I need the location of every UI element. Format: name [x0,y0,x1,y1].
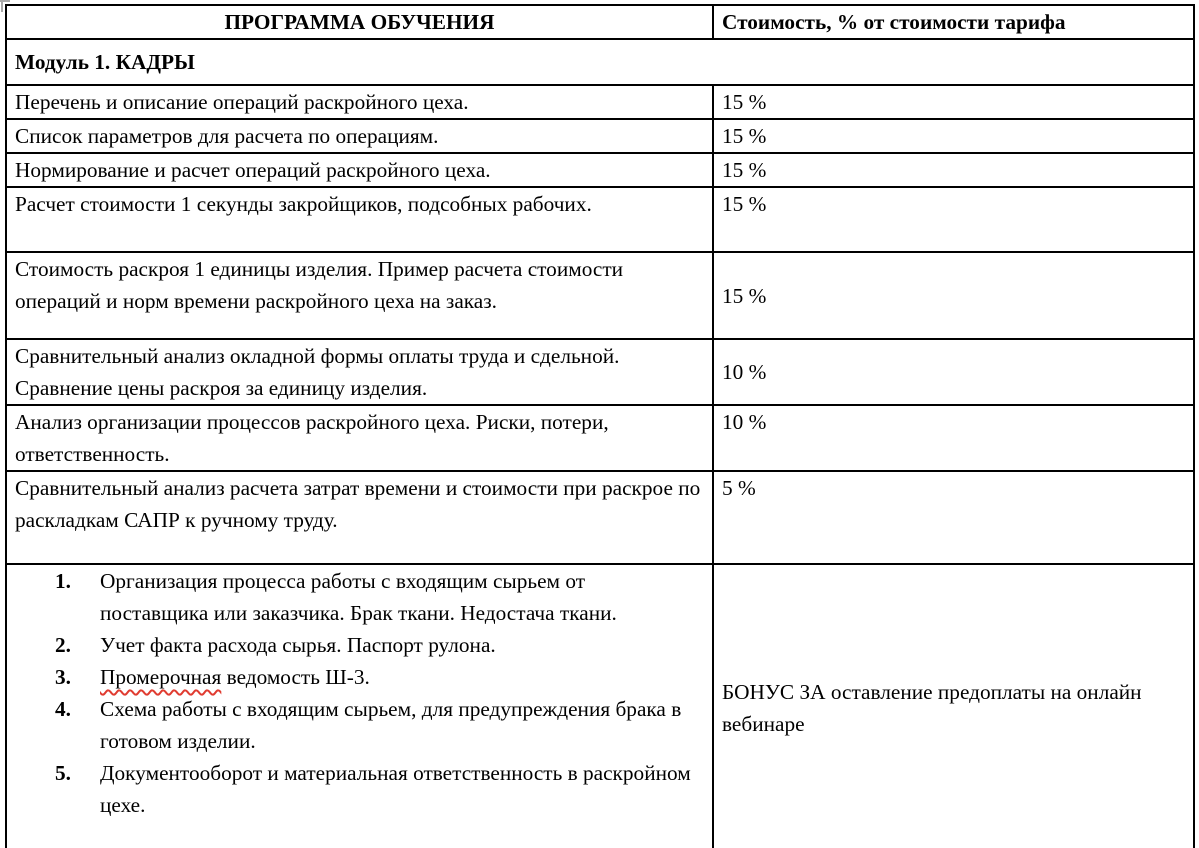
list-item-text [100,661,698,693]
cost-cell: 15 % [713,252,1194,339]
numbered-list-cell [6,564,713,848]
program-cell: Список параметров для расчета по операциям. [6,119,713,153]
program-cell: Анализ организации процессов раскройного цеха. Риски, потери, ответственность. [6,405,713,471]
cost-cell: 10 % [713,339,1194,405]
list-item-number: 2. [55,633,71,657]
table-row [6,471,1194,564]
cost-cell: 15 % [713,153,1194,187]
program-column-header: ПРОГРАММА ОБУЧЕНИЯ [6,5,713,39]
cost-cell: 15 % [713,85,1194,119]
program-cell: Сравнительный анализ окладной формы оплаты труда и сдельной. Сравнение цены раскроя за единицу изделия. [6,339,713,405]
program-cell: Сравнительный анализ расчета затрат времени и стоимости при раскрое по раскладкам САПР к ручному труду. [6,471,713,564]
table-row [6,339,1194,405]
program-cell: Перечень и описание операций раскройного цеха. [6,85,713,119]
table-row [6,405,1194,471]
cost-cell: 10 % [713,405,1194,471]
section-title: Модуль 1. КАДРЫ [6,39,1194,85]
bonus-row [6,564,1194,848]
list-item [7,661,712,693]
list-item-number: 1. [55,569,71,593]
misspelled-word: Промерочная [100,665,222,689]
header-row [6,5,1194,39]
table-row [6,119,1194,153]
cost-cell: 15 % [713,119,1194,153]
program-cell: Расчет стоимости 1 секунды закройщиков, подсобных рабочих. [6,187,713,252]
list-item [7,757,712,821]
program-cell: Стоимость раскроя 1 единицы изделия. Пример расчета стоимости операций и норм времени раскройного цеха на заказ. [6,252,713,339]
list-item-number: 3. [55,665,71,689]
table-row [6,85,1194,119]
list-item [7,693,712,757]
bonus-cell: БОНУС ЗА оставление предоплаты на онлайн вебинаре [713,564,1194,848]
list-item-text: Учет факта расхода сырья. Паспорт рулона. [100,633,496,657]
list-item-text: Документооборот и материальная ответственность в раскройном цехе. [100,761,691,817]
table-row [6,187,1194,252]
table-row [6,252,1194,339]
list-item-number: 4. [55,697,71,721]
cost-column-header: Стоимость, % от стоимости тарифа [713,5,1194,39]
list-item-text: Схема работы с входящим сырьем, для предупреждения брака в готовом изделии. [100,697,682,753]
training-program-table [5,4,1195,848]
program-cell: Нормирование и расчет операций раскройного цеха. [6,153,713,187]
cost-cell: 15 % [713,187,1194,252]
list-item-text-rest: ведомость Ш-3. [221,665,370,689]
list-item-text: Организация процесса работы с входящим сырьем от поставщика или заказчика. Брак ткани. Недостача ткани. [100,569,617,625]
cost-cell: 5 % [713,471,1194,564]
table-row [6,153,1194,187]
list-item [7,629,712,661]
table-handle-mark [0,0,10,2]
list-item [7,565,712,629]
section-row [6,39,1194,85]
list-item-number: 5. [55,761,71,785]
